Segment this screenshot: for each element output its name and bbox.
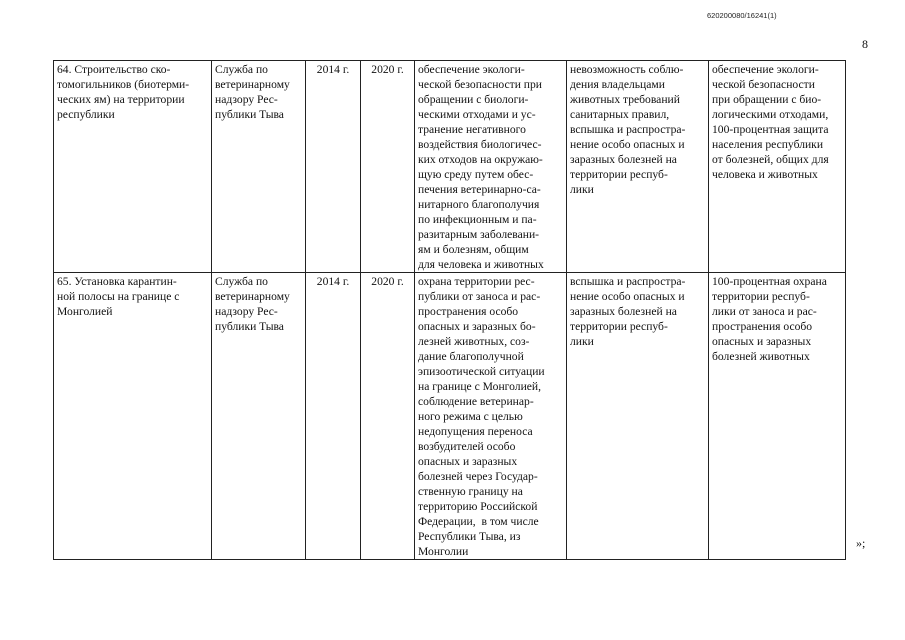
goal-cell: обеспечение экологи- ческой безопасности при обращении с биологи- ческими отходами и ус- транение негативного воздействия биологичес- ких отходов на окружаю- щую среду путем обес- печения ветеринарно-са- нитарного благополучия по инфекционным и па- разитарным заболевани- ям и болезням, общим для человека и животных bbox=[415, 61, 567, 273]
closing-quote-mark: »; bbox=[856, 536, 866, 550]
goal-cell: охрана территории рес- публики от заноса и рас- пространения особо опасных и заразных бо- лезней животных, соз- дание благополучной эпизоотической ситуации на границе с Монголией, соблюдение ветеринар- ного режима с целью недопущения переноса возбудителей особо опасных и заразных болезней через Государ- ственную границу на территорию Российской Федерации, в том числе Республики Тыва, из Монголии bbox=[415, 273, 567, 560]
result-cell: обеспечение экологи- ческой безопасности при обращении с био- логическими отходами, 100-процентная защита населения республики от болезней, общих для человека и животных bbox=[709, 61, 846, 273]
consequences-cell: невозможность соблю- дения владельцами животных требований санитарных правил, вспышка и распростра- нение особо опасных и заразных болезней на территории респуб- лики bbox=[567, 61, 709, 273]
table-row-65 bbox=[54, 273, 846, 560]
consequences-cell: вспышка и распростра- нение особо опасных и заразных болезней на территории респуб- лики bbox=[567, 273, 709, 560]
measures-table bbox=[53, 60, 846, 560]
executor-cell: Служба по ветеринарному надзору Рес- публики Тыва bbox=[212, 61, 306, 273]
document-code: 620200080/16241(1) bbox=[707, 11, 777, 20]
table-row-64 bbox=[54, 61, 846, 273]
end-year-cell: 2020 г. bbox=[361, 273, 415, 560]
result-cell: 100-процентная охрана территории респуб- лики от заноса и рас- пространения особо опасных и заразных болезней животных bbox=[709, 273, 846, 560]
start-year-cell: 2014 г. bbox=[306, 273, 361, 560]
measure-name-cell: 65. Установка карантин- ной полосы на границе с Монголией bbox=[54, 273, 212, 560]
measure-name-cell: 64. Строительство ско- томогильников (биотерми- ческих ям) на территории республики bbox=[54, 61, 212, 273]
executor-cell: Служба по ветеринарному надзору Рес- публики Тыва bbox=[212, 273, 306, 560]
start-year-cell: 2014 г. bbox=[306, 61, 361, 273]
end-year-cell: 2020 г. bbox=[361, 61, 415, 273]
page-number: 8 bbox=[862, 37, 868, 51]
